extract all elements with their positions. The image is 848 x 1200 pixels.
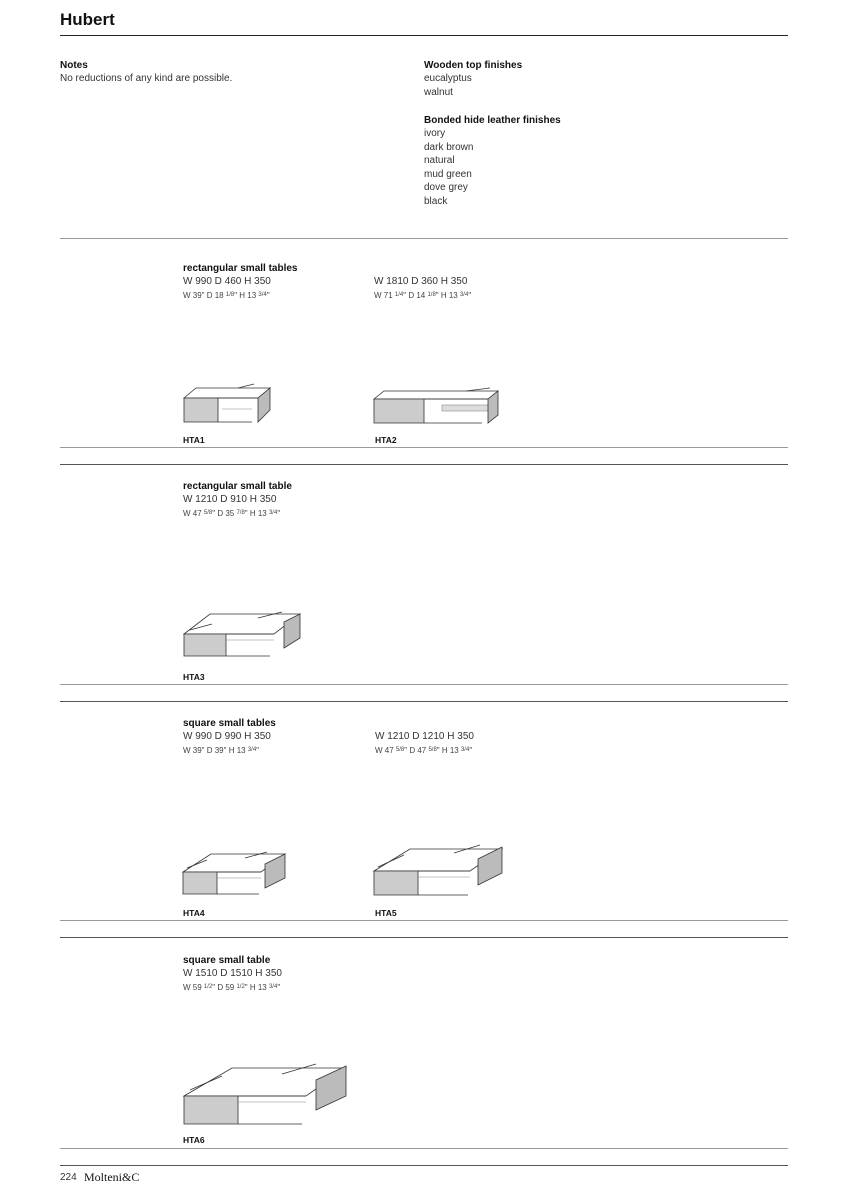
section-divider [60,1148,788,1149]
product-code: HTA6 [183,1135,205,1145]
dimensions-inch: W 59 $^{1/2}$" D 59 $^{1/2}$" H 13 $^{3/4}$" [183,983,281,992]
finish-item: ivory [424,128,446,139]
section-divider [60,937,788,938]
hta4-drawing [181,850,289,898]
product-code: HTA5 [375,908,397,918]
section-divider [60,238,788,239]
wooden-top-list [424,72,472,99]
product-code: HTA1 [183,435,205,445]
finish-item: eucalyptus [424,73,472,84]
page-title: Hubert [60,10,115,29]
dimensions-inch: W 47 $^{5/8}$" D 35 $^{7/8}$" H 13 $^{3/4}$" [183,509,281,518]
dimensions-inch: W 39" D 39" H 13 $^{3/4}$" [183,746,260,755]
leather-list [424,127,473,209]
leather-heading: Bonded hide leather finishes [424,115,561,126]
section-heading: rectangular small tables [183,263,298,274]
dimensions-mm: W 1210 D 1210 H 350 [375,731,474,742]
footer-rule [60,1165,788,1166]
dimensions-mm: W 1510 D 1510 H 350 [183,968,282,979]
notes-text: No reductions of any kind are possible. [60,73,233,84]
section-heading: square small tables [183,718,276,729]
dimensions-mm: W 1810 D 360 H 350 [374,276,468,287]
product-code: HTA4 [183,908,205,918]
dimensions-mm: W 990 D 460 H 350 [183,276,271,287]
hta6-drawing [182,1062,350,1130]
dimensions-inch: W 47 $^{5/8}$" D 47 $^{5/8}$" H 13 $^{3/4}$" [375,746,473,755]
hta3-drawing [182,610,304,660]
notes-heading: Notes [60,60,88,71]
dimensions-mm: W 990 D 990 H 350 [183,731,271,742]
finish-item: mud green [424,168,472,180]
section-heading: rectangular small table [183,481,292,492]
section-divider [60,701,788,702]
finish-item: dove grey [424,182,468,194]
hta5-drawing [372,843,506,899]
product-code: HTA2 [375,435,397,445]
dimensions-inch: W 39" D 18 $^{1/8}$" H 13 $^{3/4}$" [183,291,270,300]
finish-item: walnut [424,86,453,98]
finish-item: dark brown [424,141,474,153]
section-divider [60,920,788,921]
section-divider [60,464,788,465]
dimensions-mm: W 1210 D 910 H 350 [183,494,277,505]
finish-item: black [424,195,448,207]
wooden-top-heading: Wooden top finishes [424,60,523,71]
hta2-drawing [372,387,502,427]
hta1-drawing [182,382,274,426]
product-code: HTA3 [183,672,205,682]
dimensions-inch: W 71 $^{1/4}$" D 14 $^{1/8}$" H 13 $^{3/4}$" [374,291,472,300]
title-rule [60,35,788,36]
brand-logo: Molteni&C [84,1170,140,1184]
section-divider [60,684,788,685]
page-number: 224 [60,1172,77,1183]
section-divider [60,447,788,448]
section-heading: square small table [183,955,271,966]
finish-item: natural [424,155,455,167]
